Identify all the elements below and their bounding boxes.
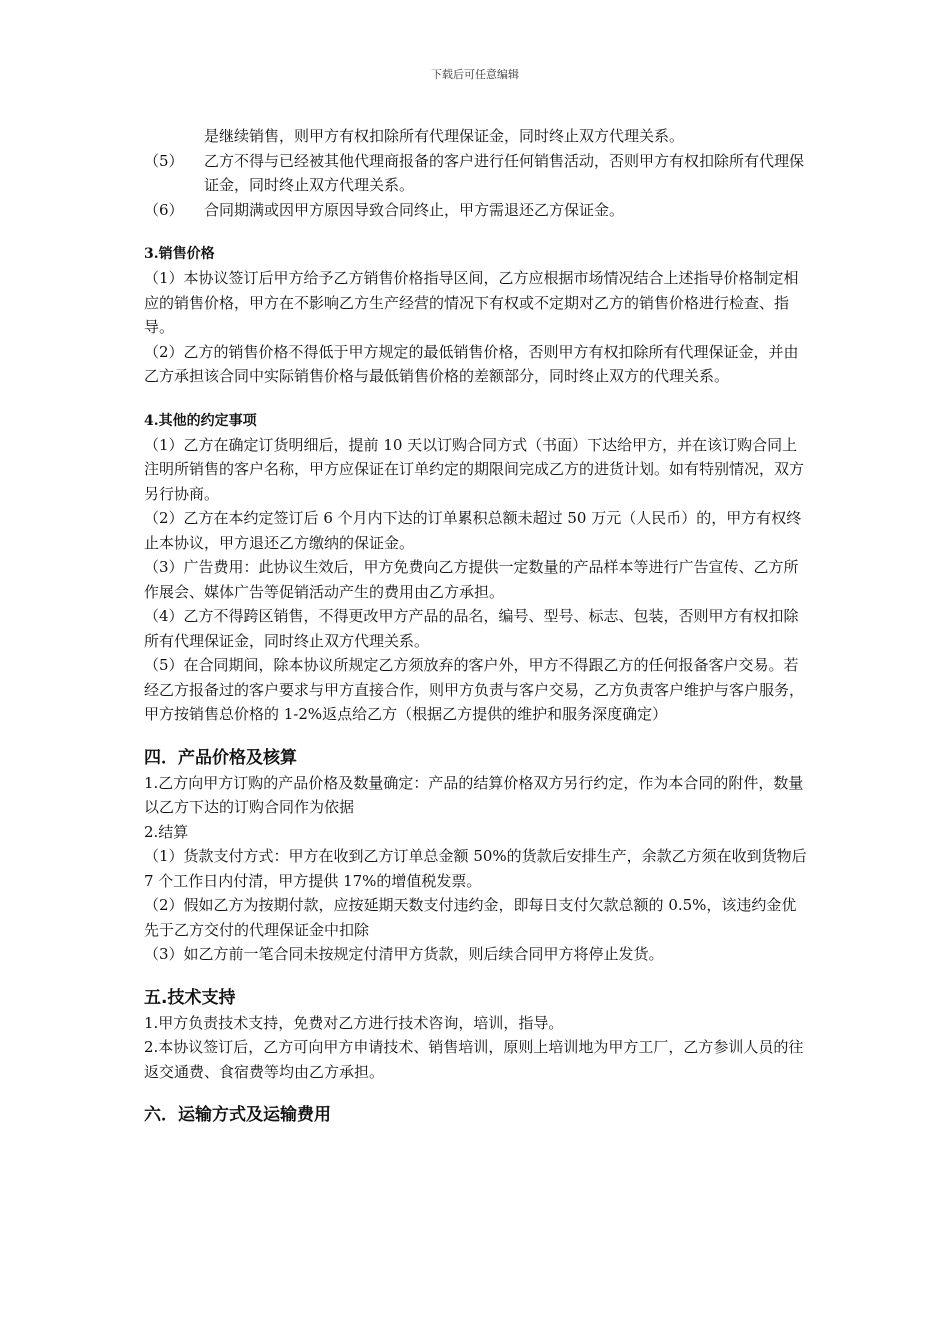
paragraph: 2.结算 bbox=[144, 822, 189, 841]
list-item-text: 乙方不得与已经被其他代理商报备的客户进行任何销售活动，否则甲方有权扣除所有代理保证金，同时终止双方代理关系。 bbox=[204, 151, 805, 194]
paragraph: 2.本协议签订后，乙方可向甲方申请技术、销售培训，原则上培训地为甲方工厂，乙方参训人员的往返交通费、食宿费等均由乙方承担。 bbox=[144, 1038, 804, 1081]
paragraph: （3）广告费用：此协议生效后，甲方免费向乙方提供一定数量的产品样本等进行广告宣传、乙方所作展会、媒体广告等促销活动产生的费用由乙方承担。 bbox=[144, 558, 799, 601]
paragraph: （2）乙方在本约定签订后 6 个月内下达的订单累积总额未超过 50 万元（人民币）的，甲方有权终止本协议，甲方退还乙方缴纳的保证金。 bbox=[144, 509, 802, 552]
page-header: 下载后可任意编辑 bbox=[431, 68, 519, 81]
paragraph: （1）本协议签订后甲方给予乙方销售价格指导区间，乙方应根据市场情况结合上述指导价格制定相应的销售价格，甲方在不影响乙方生产经营的情况下有权或不定期对乙方的销售价格进行检查、指导。 bbox=[144, 269, 799, 336]
paragraph: 1.甲方负责技术支持，免费对乙方进行技术咨询，培训，指导。 bbox=[144, 1013, 564, 1032]
list-item bbox=[144, 198, 810, 223]
paragraph: 1.乙方向甲方订购的产品价格及数量确定：产品的结算价格双方另行约定，作为本合同的附件，数量以乙方下达的订购合同作为依据 bbox=[144, 773, 804, 816]
section-heading: 3.销售价格 bbox=[144, 246, 215, 262]
list-item-number: （6） bbox=[144, 200, 184, 219]
paragraph: （2）乙方的销售价格不得低于甲方规定的最低销售价格，否则甲方有权扣除所有代理保证金，并由乙方承担该合同中实际销售价格与最低销售价格的差额部分，同时终止双方的代理关系。 bbox=[144, 342, 799, 385]
chapter-heading: 五.技术支持 bbox=[144, 987, 236, 1008]
paragraph: （1）货款支付方式：甲方在收到乙方订单总金额 50%的货款后安排生产，余款乙方须在收到货物后 7 个工作日内付清，甲方提供 17%的增值税发票。 bbox=[144, 847, 807, 890]
continued-paragraph: 是继续销售，则甲方有权扣除所有代理保证金，同时终止双方代理关系。 bbox=[204, 127, 685, 145]
paragraph: （4）乙方不得跨区销售，不得更改甲方产品的品名，编号、型号、标志、包装，否则甲方有权扣除所有代理保证金，同时终止双方代理关系。 bbox=[144, 607, 799, 650]
chapter-heading: 四．产品价格及核算 bbox=[144, 747, 297, 768]
paragraph: （1）乙方在确定订货明细后，提前 10 天以订购合同方式（书面）下达给甲方，并在该订购合同上注明所销售的客户名称，甲方应保证在订单约定的期限间完成乙方的进货计划。如有特别情况，双方另行协商。 bbox=[144, 435, 805, 503]
document-body bbox=[144, 124, 810, 1128]
chapter-heading: 六．运输方式及运输费用 bbox=[144, 1105, 331, 1125]
list-item-text: 合同期满或因甲方原因导致合同终止，甲方需退还乙方保证金。 bbox=[204, 200, 625, 219]
paragraph: （2）假如乙方为按期付款，应按延期天数支付违约金，即每日支付欠款总额的 0.5%，该违约金优先于乙方交付的代理保证金中扣除 bbox=[144, 896, 797, 939]
section-heading: 4.其他的约定事项 bbox=[144, 412, 257, 429]
paragraph: （3）如乙方前一笔合同未按规定付清甲方货款，则后续合同甲方将停止发货。 bbox=[144, 945, 664, 963]
list-item bbox=[144, 149, 810, 198]
paragraph: （5）在合同期间，除本协议所规定乙方须放弃的客户外，甲方不得跟乙方的任何报备客户交易。若经乙方报备过的客户要求与甲方直接合作，则甲方负责与客户交易，乙方负责客户维护与客户服务，甲方按销售总价格的 1-2%返点给乙方（根据乙方提供的维护和服务深度确定） bbox=[144, 656, 805, 723]
list-item-number: （5） bbox=[144, 151, 184, 170]
